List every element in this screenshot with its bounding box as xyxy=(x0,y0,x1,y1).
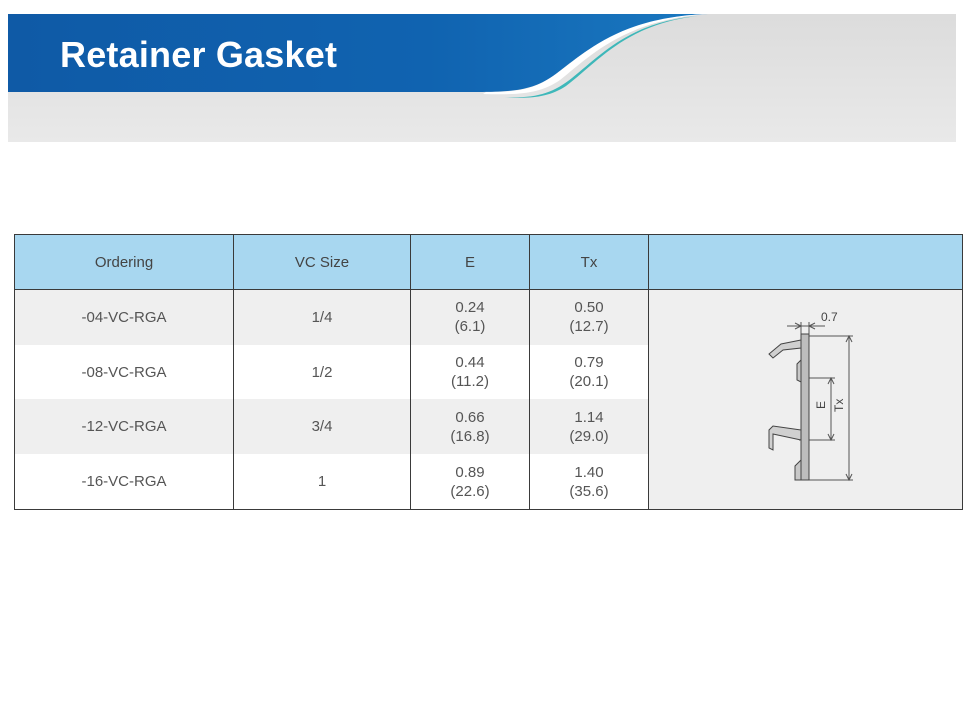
tx-mm-value: (20.1) xyxy=(569,373,609,391)
tx-cell xyxy=(530,290,649,345)
e-mm-value: (16.8) xyxy=(450,427,490,445)
e-inch-value: 0.89 xyxy=(455,463,485,481)
ordering-cell: -16-VC-RGA xyxy=(15,454,234,509)
e-inch-value: 0.24 xyxy=(455,299,485,317)
column-header-ordering: Ordering xyxy=(15,235,234,290)
e-dimension-label: E xyxy=(814,400,828,409)
e-mm-value: (11.2) xyxy=(450,373,490,391)
e-cell xyxy=(411,345,530,400)
vc-size-cell: 1 xyxy=(234,454,411,509)
vc-size-cell: 3/4 xyxy=(234,399,411,454)
tx-cell xyxy=(530,345,649,400)
table-row xyxy=(15,290,963,345)
page-title: Retainer Gasket xyxy=(60,34,338,75)
column-header-vc-size: VC Size xyxy=(234,235,411,290)
e-mm-value: (6.1) xyxy=(454,318,486,336)
thickness-label: 0.7 xyxy=(821,310,838,324)
gasket-cross-section-diagram xyxy=(649,290,962,504)
ordering-cell: -12-VC-RGA xyxy=(15,399,234,454)
spec-table xyxy=(14,234,963,510)
tx-mm-value: (35.6) xyxy=(569,482,609,500)
e-mm-value: (22.6) xyxy=(450,482,490,500)
tx-inch-value: 1.14 xyxy=(574,408,604,426)
tx-inch-value: 1.40 xyxy=(574,463,604,481)
e-inch-value: 0.44 xyxy=(455,354,485,372)
tx-cell xyxy=(530,454,649,509)
tx-cell xyxy=(530,399,649,454)
column-header-tx: Tx xyxy=(530,235,649,290)
header-banner xyxy=(8,14,956,142)
e-inch-value: 0.66 xyxy=(455,408,485,426)
e-cell xyxy=(411,399,530,454)
ordering-cell: -04-VC-RGA xyxy=(15,290,234,345)
e-cell xyxy=(411,290,530,345)
tx-mm-value: (12.7) xyxy=(569,318,609,336)
tx-inch-value: 0.50 xyxy=(574,299,604,317)
vc-size-cell: 1/4 xyxy=(234,290,411,345)
column-header-diagram xyxy=(649,235,963,290)
tx-mm-value: (29.0) xyxy=(569,427,609,445)
vc-size-cell: 1/2 xyxy=(234,345,411,400)
tx-inch-value: 0.79 xyxy=(574,354,604,372)
table-header-row xyxy=(15,235,963,290)
e-cell xyxy=(411,454,530,509)
ordering-cell: -08-VC-RGA xyxy=(15,345,234,400)
tx-dimension-label: Tx xyxy=(832,398,846,412)
diagram-cell xyxy=(649,290,963,510)
column-header-e: E xyxy=(411,235,530,290)
